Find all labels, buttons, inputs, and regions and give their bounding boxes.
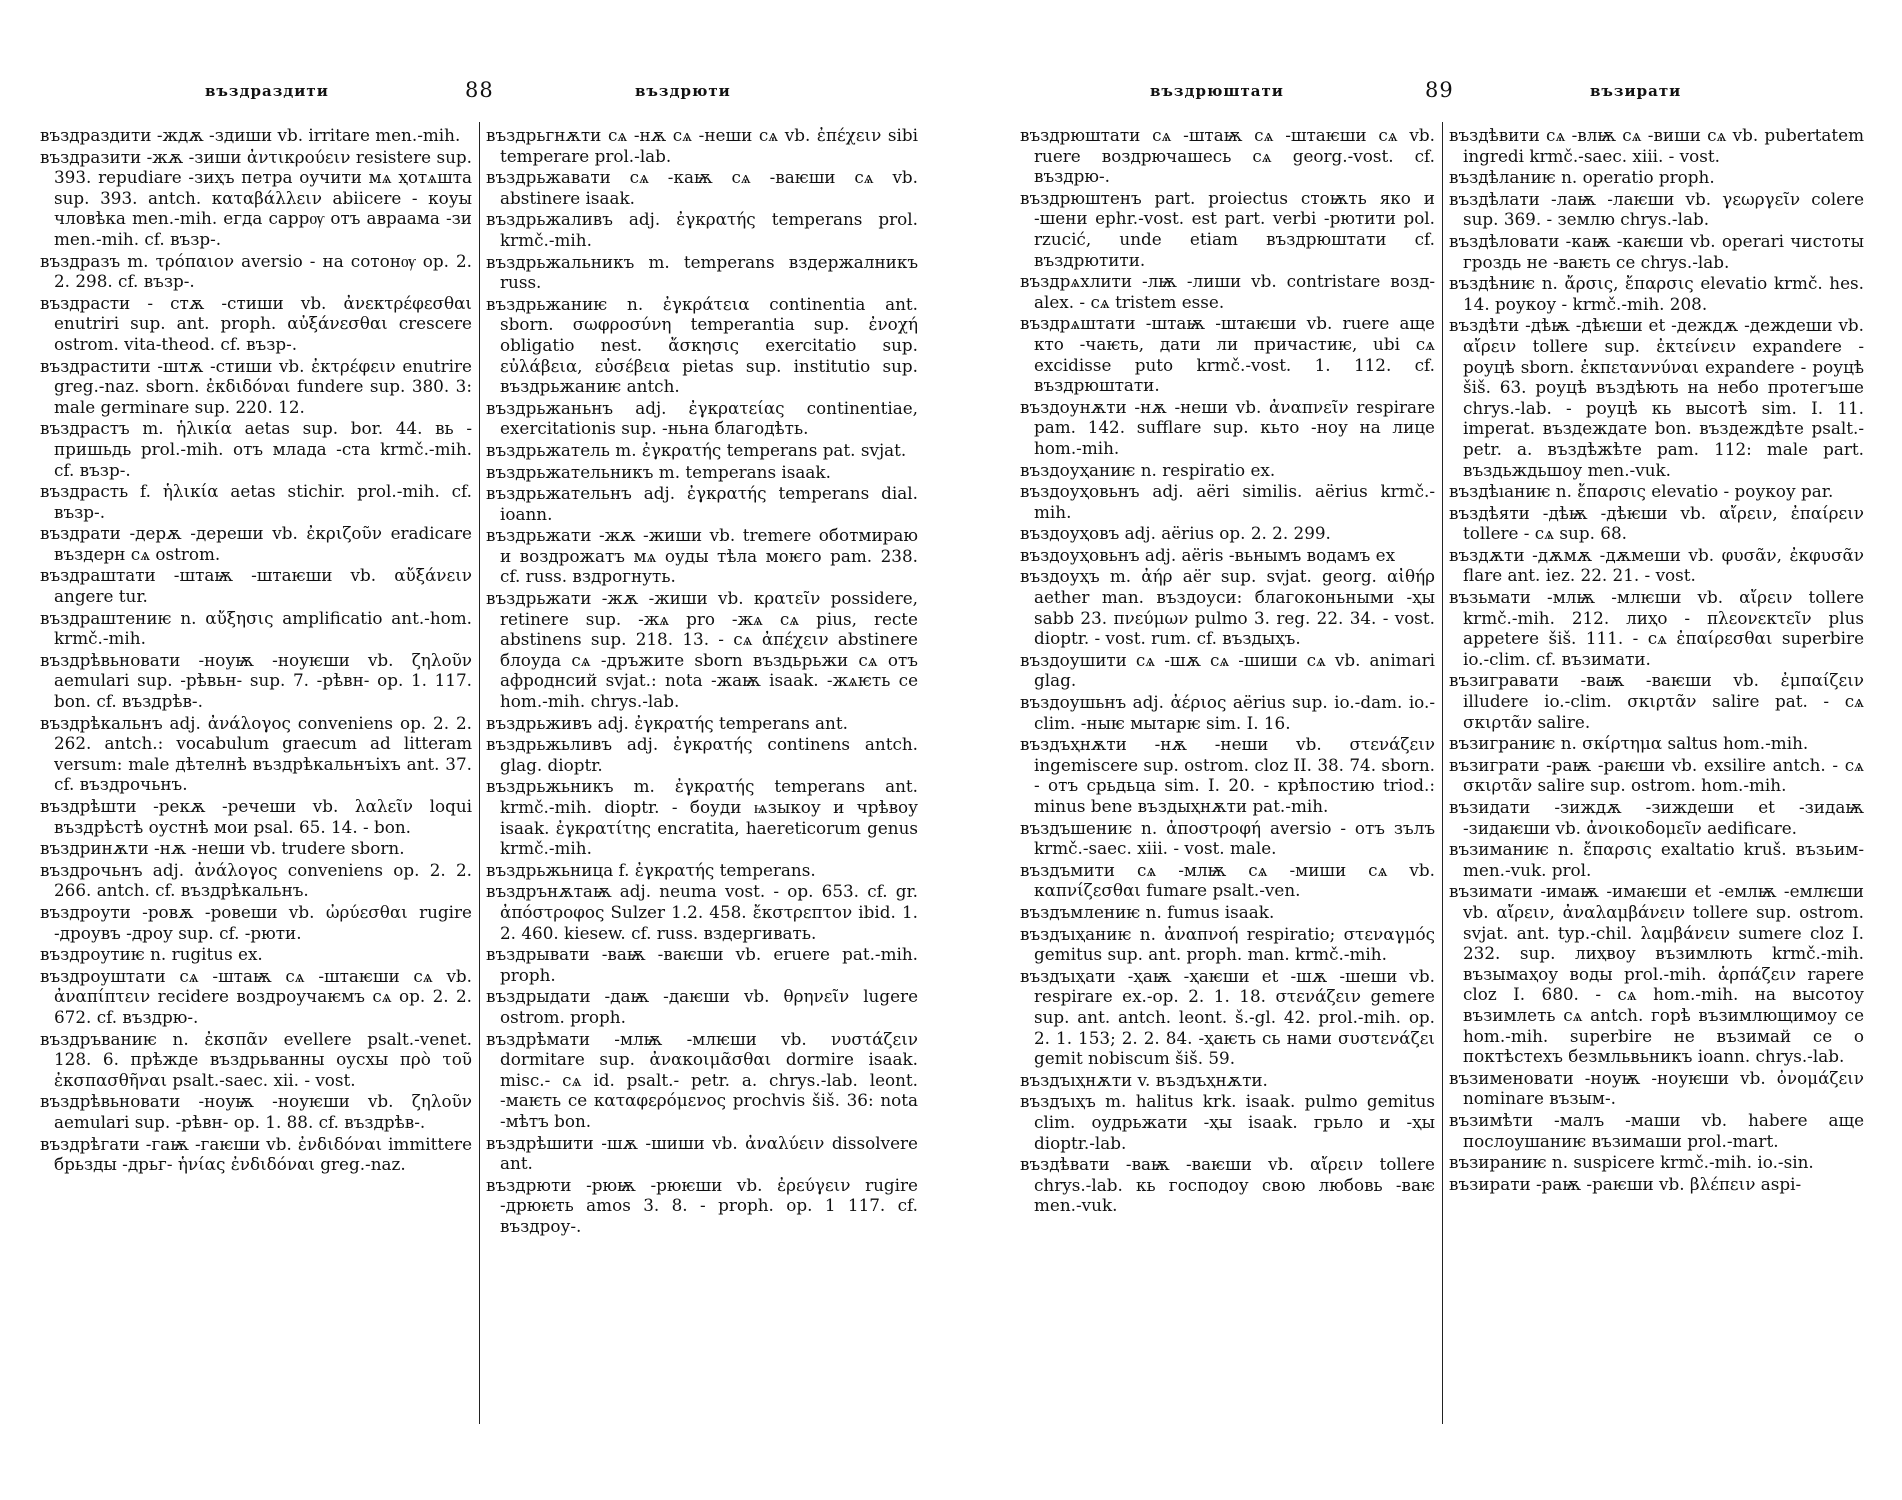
dictionary-entry: въздъмити сѧ -млѭ сѧ -миши сѧ vb. καπνίζεσθαι fumare psalt.-ven. (1020, 859, 1435, 901)
dictionary-entry: въздрѧштати -штаѭ -штаѥши vb. ruere аще кто -чаѥть, дати ли причастиѥ, ubi сѧ excidisse puto krmč.-vost. 1. 112. cf. въздрюштати. (1020, 313, 1435, 396)
dictionary-entry: въздрѣшити -шѫ -шиши vb. ἀναλύειν dissolvere ant. (486, 1132, 918, 1174)
header-right-word: въздрюти (635, 82, 731, 100)
dictionary-entry: възьмати -млѭ -млѥши vb. αἴρειν tollere krmč.-mih. 212. лиҳо - πλεονεκτεῖν plus appetere šiš. 111. - сѧ ἐπαίρεσθαι superbire io.-clim. cf. възимати. (1449, 587, 1864, 669)
dictionary-entry: въздръвaниѥ n. ἐκσπᾶν evellere psalt.-venet. 128. 6. прѣжде въздрьванны оусхы πρὸ τοῦ ἐκσπασθῆναι psalt.-saec. xii. - vost. (40, 1028, 472, 1090)
column-divider (1442, 122, 1443, 1424)
dictionary-entry: възиграти -раѭ -раѥши vb. exsilire antch. - сѧ σκιρτᾶν salire sup. ostrom. hom.-mih. (1449, 754, 1864, 796)
dictionary-entry: въздрастъ m. ἡλικία aetas sup. bor. 44. вь - пришьдь prol.-mih. отъ млада -ста krmč.-mih. cf. възр-. (40, 418, 472, 480)
dictionary-entry: въздраштениѥ n. αὔξησις amplificatio ant.-hom. krmč.-mih. (40, 607, 472, 649)
dictionary-entry: въздрюштати сѧ -штаѭ сѧ -штаѥши сѧ vb. ruere воздрючашесь сѧ georg.-vost. cf. въздрю-. (1020, 125, 1435, 187)
dictionary-entry: възираниѥ n. suspicere krmč.-mih. io.-sin. (1449, 1152, 1814, 1173)
dictionary-entry: въздрасти - стѫ -стиши vb. ἀνεκτρέφεσθαι enutriri sup. ant. proph. αὐξάνεσθαι crescere ostrom. vita-theod. cf. възр-. (40, 292, 472, 354)
dictionary-entry: въздѣловати -каѭ -каѥши vb. operari чистоты гроздь не -ваѥть се chrys.-lab. (1449, 230, 1864, 272)
dictionary-entry: въздъмлениѥ n. fumus isaak. (1020, 901, 1275, 922)
dictionary-entry: въздѣяти -дѣѭ -дѣѥши vb. αἴρειν, ἐπαίρειν tollere - сѧ sup. 68. (1449, 502, 1864, 544)
dictionary-entry: въздоуҳаниѥ n. respiratio ex. (1020, 459, 1276, 480)
dictionary-entry: въздринѫти -нѫ -неши vb. trudere sborn. (40, 838, 405, 859)
dictionary-entry: въздразити -жѫ -зиши ἀντικρούειν resistere sup. 393. repudiare -зиҳъ петра оучити мѧ ҳотѧшта sup. 393. antch. καταβάλλειν abiicere - коуы чловѣка men.-mih. егда саррѹ отъ авраама -зи men.-mih. cf. възр-. (40, 146, 472, 249)
dictionary-entry: възименовати -ноуѭ -ноуѥши vb. ὀνομάζειν nominare възым-. (1449, 1067, 1864, 1109)
dictionary-entry: въздрьжатель m. ἐγκρατής temperans pat. svjat. (486, 439, 907, 460)
dictionary-entry: въздъıҳаниѥ n. ἀναπνοή respiratio; στεναγμός gemitus sup. ant. proph. man. krmč.-mih. (1020, 923, 1435, 965)
dictionary-entry: въздрьжаньнъ adj. ἐγκρατείας continentiae, exercitationis sup. -ньна благодѣть. (486, 397, 918, 439)
dictionary-entry: въздрывати -ваѭ -ваѥши vb. eruere pat.-mih. proph. (486, 944, 918, 985)
dictionary-entry: възигравати -ваѭ -ваѥши vb. ἐμπαίζειν illudere io.-clim. σκιρτᾶν salire pat. - сѧ σκιρτᾶν salire. (1449, 670, 1864, 732)
dictionary-entry: въздрьжати -жѫ -жиши vb. tremere оботмираю и воздрожатъ мѧ оуды тѣла моѥго pam. 238. cf. russ. вздрогнуть. (486, 525, 918, 587)
dictionary-entry: възимати -имаѭ -имаѥши et -емлѭ -емлѥши vb. αἴρειν, ἀναλαμβάνειν tollere sup. ostrom. svjat. ant. typ.-chil. λαμβάνειν sumere cloz I. 232. sup. лиҳвоу възимлють krmč.-mih. възымаҳоу воды prol.-mih. ἁρπάζειν rapere cloz I. 680. - сѧ hom.-mih. на высотоу възимлеть сѧ antch. горѣ възимлющимоу се hom.-mih. superbire не възимай се о поктѣстехъ безмльвьникъ ioann. chrys.-lab. (1449, 881, 1864, 1067)
dictionary-entry: въздрьжательникъ m. temperans isaak. (486, 461, 831, 482)
dictionary-entry: въздъıҳъ m. halitus krk. isaak. pulmo gemitus clim. оудрьжати -ҳы isaak. грьло и -ҳы dioptr.-lab. (1020, 1091, 1435, 1153)
column-divider (479, 122, 480, 1424)
dictionary-entry: въздрѣгати -гаѭ -гаѥши vb. ἐνδιδόναι immittere брьзды -дрьг- ἡνίας ἐνδιδόναι greg.-naz. (40, 1133, 472, 1175)
dictionary-entry: въздѣланиѥ n. operatio proph. (1449, 167, 1715, 188)
header-left-word: въздрюштати (1150, 82, 1284, 100)
page-number: 88 (465, 78, 494, 102)
left-column-1 (40, 125, 472, 1176)
dictionary-entry: въздоуҳовьнъ adj. aëris -вьнымъ водамъ ex (1020, 544, 1396, 565)
page-number: 89 (1425, 78, 1454, 102)
dictionary-entry: въздѣвити сѧ -влѭ сѧ -виши сѧ vb. pubertatem ingredi krmč.-saec. xiii. - vost. (1449, 125, 1864, 166)
dictionary-entry: въздрьгнѫти сѧ -нѫ сѧ -неши сѧ vb. ἐπέχειν sibi temperare prol.-lab. (486, 125, 918, 166)
dictionary-entry: въздрьжавати сѧ -каѭ сѧ -ваѥши сѧ vb. abstinere isaak. (486, 167, 918, 208)
dictionary-entry: въздроуштати сѧ -штаѭ сѧ -штаѥши сѧ vb. ἀναπίπτειν recidere воздроучаѥмъ сѧ op. 2. 2. 672. cf. въздрю-. (40, 965, 472, 1027)
dictionary-entry: въздрѣвьновати -ноуѭ -ноуѥши vb. ζηλοῦν aemulari sup. -рѣвьн- sup. 7. -рѣвн- op. 1. 117. bon. cf. въздрѣв-. (40, 649, 472, 712)
dictionary-entry: въздрастити -штѫ -стиши vb. ἐκτρέφειν enutrire greg.-naz. sborn. ἐκδιδόναι fundere sup. 380. 3: male germinare sup. 220. 12. (40, 355, 472, 417)
dictionary-entry: въздрьжьница f. ἐγκρατής temperans. (486, 859, 816, 880)
page-header (0, 78, 990, 110)
dictionary-entry: въздрьжаниѥ n. ἐγκράτεια continentia ant. sborn. σωφροσύνη temperantia sup. ἐνοχή obligatio nest. ἄσκησις exercitatio sup. εὐλάβεια, εὐσέβεια pietas sup. institutio sup. въздрьжаниѥ antch. (486, 293, 918, 397)
right-column-2 (1449, 125, 1864, 1195)
dictionary-entry: въздѫти -дѫмѫ -дѫмеши vb. φυσᾶν, ἐκφυσᾶν flare ant. iez. 22. 21. - vost. (1449, 544, 1864, 586)
dictionary-entry: въздрьжати -жѫ -жиши vb. κρατεῖν possidere, retinere sup. -жѧ pro -жѧ сѧ pius, recte abstinens sup. 218. 13. - сѧ ἀπέχειν abstinere блоуда сѧ -дръжите sborn въздьрьжи сѧ отъ афроднсий svjat.: nota -жаѭ isaak. -жѧѥть се hom.-mih. chrys.-lab. (486, 588, 918, 712)
dictionary-entry: въздрѧхлити -лѭ -лиши vb. contristare возд- alex. - сѧ tristem esse. (1020, 271, 1435, 312)
dictionary-entry: въздрьжьникъ m. ἐγκρατής temperans ant. krmč.-mih. dioptr. - боуди ѩзыкоу и чрѣвоу isaak. ἐγκρατίτης encratita, haereticorum genus krmč.-mih. (486, 776, 918, 859)
dictionary-entry: въздъҳнѫти -нѫ -неши vb. στενάζειν ingemiscere sup. ostrom. cloz II. 38. 74. sborn. - отъ срьдьца sim. I. 20. - крѣпостию triod.: minus bene въздыҳнѫти pat.-mih. (1020, 734, 1435, 816)
dictionary-entry: въздраштати -штаѭ -штаѥши vb. αὔξάνειν angere tur. (40, 565, 472, 607)
dictionary-entry: въздѣлати -лаѭ -лаѥши vb. γεωργεῖν colere sup. 369. - землю chrys.-lab. (1449, 188, 1864, 230)
dictionary-entry: въздоушити сѧ -шѫ сѧ -шиши сѧ vb. animari glag. (1020, 649, 1435, 691)
dictionary-entry: въздрънѫтаѭ adj. neuma vost. - op. 653. cf. gr. ἀπόστροφος Sulzer 1.2. 458. ἔκστρεπτον ibid. 1. 2. 460. kiesew. cf. russ. вздергивать. (486, 881, 918, 943)
dictionary-entry: въздрыдати -даѭ -даѥши vb. θρηνεῖν lugere ostrom. proph. (486, 986, 918, 1027)
dictionary-entry: въздрьжьливъ adj. ἐγκρατής continens antch. glag. dioptr. (486, 734, 918, 775)
page-header (990, 78, 1902, 110)
dictionary-entry: въздрѣмати -млѭ -млѥши vb. νυστάζειν dormitare sup. ἀνακοιμᾶσθαι dormire isaak. misc.- сѧ id. psalt.- petr. a. chrys.-lab. leont. -маѥть се καταφερόμενος prochvis šiš. 36: nota -мѣтъ bon. (486, 1028, 918, 1131)
dictionary-entry: възимѣти -малъ -маши vb. habere аще послоушаниѥ възимаши prol.-mart. (1449, 1109, 1864, 1151)
dictionary-entry: въздрьживъ adj. ἐγκρατής temperans ant. (486, 712, 848, 733)
right-column-1 (1020, 125, 1435, 1217)
dictionary-entry: въздоушьнъ adj. ἀέριος aërius sup. io.-dam. io.-clim. -ныѥ мытарѥ sim. I. 16. (1020, 692, 1435, 733)
dictionary-entry: въздрасть f. ἡλικία aetas stichir. prol.-mih. cf. възр-. (40, 481, 472, 522)
dictionary-entry: въздъıҳати -ҳаѭ -ҳаѥши et -шѫ -шеши vb. respirare ex.-op. 2. 1. 18. στενάζειν gemere sup. ant. antch. leont. š.-gl. 42. prol.-mih. op. 2. 1. 153; 2. 2. 84. -ҳаѥть сь нами συστενάζει gemit nobiscum šiš. 59. (1020, 965, 1435, 1069)
dictionary-entry: въздѣти -дѣѭ -дѣѥши et -деждѫ -деждеши vb. αἴρειν tollere sup. ἐκτείνειν expandere - роуцѣ sborn. ἐκπεταννύναι expandere - роуцѣ šiš. 63. роуцѣ въздѣють на небо протегъше chrys.-lab. - роуцѣ кь высотѣ sim. I. 11. imperat. въздеждате bon. въздеждѣте psalt.-petr. a. въздѣжѣте pam. 112: male part. въздьждьшоу men.-vuk. (1449, 315, 1864, 480)
dictionary-entry: възирати -раѭ -раѥши vb. βλέπειν aspi- (1449, 1173, 1802, 1194)
dictionary-entry: въздрюштенъ part. proiectus стоѭть яко и -шени ephr.-vost. est part. verbi -рютити pol. rzucić, unde etiam въздрюштати cf. въздрютити. (1020, 187, 1435, 270)
dictionary-entry: въздоуҳъ m. ἀήρ aër sup. svjat. georg. αἰθήρ aether man. въздоуси: благоконьными -ҳы sabb 23. πνεύμων pulmo 3. reg. 22. 34. - vost. dioptr. - vost. rum. cf. въздыҳъ. (1020, 566, 1435, 649)
left-column-2 (486, 125, 918, 1237)
dictionary-entry: въздоунѫти -нѫ -неши vb. ἀναπνεῖν respirare pam. 142. sufflare sup. кьто -ноу на лице hom.-mih. (1020, 396, 1435, 458)
dictionary-entry: възиграниѥ n. σκίρτημα saltus hom.-mih. (1449, 733, 1809, 754)
dictionary-entry: въздроутиѥ n. rugitus ex. (40, 944, 263, 965)
dictionary-entry: възидати -зиждѫ -зиждеши et -зидаѭ -зидаѥши vb. ἀνοικοδομεῖν aedificare. (1449, 797, 1864, 838)
dictionary-entry: въздъшениѥ n. ἀποστροφή aversio - отъ зълъ krmč.-saec. xiii. - vost. male. (1020, 817, 1435, 859)
dictionary-entry: въздразъ m. τρόπαιον aversio - на сотонѹ op. 2. 2. 298. cf. възр-. (40, 250, 472, 292)
dictionary-entry: въздроути -ровѫ -ровеши vb. ὠρύεσθαι rugire -дроувъ -дроу sup. cf. -рюти. (40, 901, 472, 943)
dictionary-entry: въздрьжальникъ m. temperans вздержалникъ russ. (486, 251, 918, 293)
dictionary-entry: въздѣниѥ n. ἄρσις, ἔπαρσις elevatio krmč. hes. 14. роукоу - krmč.-mih. 208. (1449, 273, 1864, 314)
dictionary-entry: въздрьжаливъ adj. ἐγκρατής temperans prol. krmč.-mih. (486, 209, 918, 250)
dictionary-entry: въздъıҳнѫти v. въздъҳнѫти. (1020, 1069, 1268, 1090)
dictionary-entry: въздѣвати -ваѭ -ваѥши vb. αἴρειν tollere chrys.-lab. кь господоу свою любовь -ваѥ men.-vuk. (1020, 1154, 1435, 1216)
dictionary-entry: възиманиѥ n. ἔπαρσις exaltatio kruš. възьим- men.-vuk. prol. (1449, 839, 1864, 880)
dictionary-entry: въздрѣвьновати -ноуѭ -ноуѥши vb. ζηλοῦν aemulari sup. -рѣвн- op. 1. 88. cf. въздрѣв-. (40, 1091, 472, 1132)
dictionary-entry: въздрѣшти -рекѫ -речеши vb. λαλεῖν loqui въздрѣстѣ оустнѣ мои psal. 65. 14. - bon. (40, 796, 472, 837)
header-right-word: възирати (1590, 82, 1682, 100)
dictionary-entry: въздрати -дерѫ -дереши vb. ἐκριζοῦν eradicare въздерн сѧ ostrom. (40, 523, 472, 564)
dictionary-entry: въздрочьнъ adj. ἀνάλογος conveniens op. 2. 2. 266. antch. cf. въздрѣкальнъ. (40, 859, 472, 901)
dictionary-entry: въздрѣкальнъ adj. ἀνάλογος conveniens op. 2. 2. 262. antch.: vocabulum graecum ad litteram versum: male дѣтелнѣ въздрѣкальнъіхъ ant. 37. cf. въздрочьнъ. (40, 712, 472, 795)
right-page (990, 0, 1902, 1500)
dictionary-entry: въздоуҳовъ adj. aërius op. 2. 2. 299. (1020, 523, 1331, 544)
dictionary-entry: въздоуҳовьнъ adj. aëri similis. aërius krmč.-mih. (1020, 481, 1435, 522)
dictionary-entry: въздраздити -ждѫ -здиши vb. irritare men.-mih. (40, 125, 461, 145)
dictionary-entry: въздрьжательнъ adj. ἐγκρατής temperans dial. ioann. (486, 483, 918, 524)
dictionary-entry: въздѣıаниѥ n. ἔπαρσις elevatio - роукоу par. (1449, 481, 1834, 502)
dictionary-entry: въздрюти -рюѭ -рюѥши vb. ἐρεύγειν rugire -дрюѥть amos 3. 8. - proph. op. 1 117. cf. въздроу-. (486, 1174, 918, 1236)
header-left-word: въздраздити (205, 82, 329, 100)
